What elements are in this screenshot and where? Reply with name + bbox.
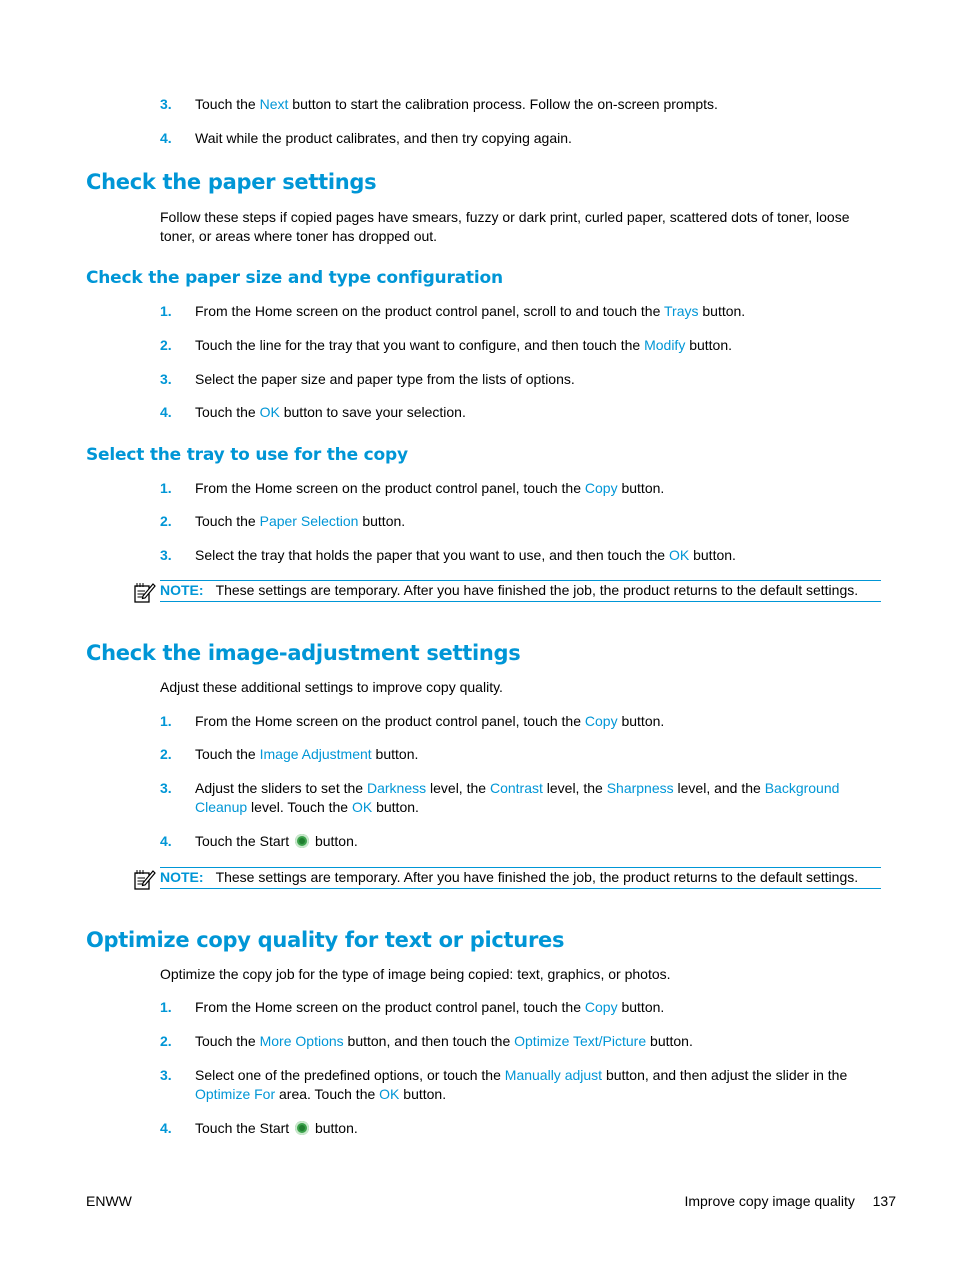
list-item: 2. Touch the More Options button, and then touch the Optimize Text/Picture button. [160,1033,693,1049]
list-item: 4. Touch the Start button. [160,1120,358,1136]
sharpness-setting-ref: Sharpness [606,780,674,796]
step-number: 4. [160,404,172,420]
step-number: 1. [160,713,172,729]
list-item: 1. From the Home screen on the product control panel, touch the Copy button. [160,713,665,729]
trays-button-ref: Trays [664,303,699,319]
optimize-text-picture-button-ref: Optimize Text/Picture [514,1033,647,1049]
step-number: 3. [160,371,172,387]
list-item: 1. From the Home screen on the product control panel, touch the Copy button. [160,480,665,496]
ok-button-ref: OK [668,547,690,563]
section-intro: Follow these steps if copied pages have smears, fuzzy or dark print, curled paper, scattered dots of toner, loose toner, or areas where toner has dropped out. [160,209,850,244]
start-button-icon [295,1121,309,1135]
list-item: 2. Touch the Image Adjustment button. [160,746,419,762]
step-number: 3. [160,780,172,796]
list-item: 3. Touch the Next button to start the calibration process. Follow the on-screen prompts. [160,96,718,112]
page-number: 137 [872,1193,896,1209]
list-item: 2. Touch the Paper Selection button. [160,513,406,529]
list-item: 4. Touch the Start button. [160,833,358,849]
contrast-setting-ref: Contrast [489,780,543,796]
paper-selection-button-ref: Paper Selection [259,513,359,529]
step-number: 3. [160,96,172,112]
copy-button-ref: Copy [584,480,618,496]
section-heading-optimize: Optimize copy quality for text or pictures [86,928,565,952]
subsection-heading-select-tray: Select the tray to use for the copy [86,445,408,465]
footer-right [684,1192,896,1211]
step-number: 2. [160,1033,172,1049]
section-intro: Optimize the copy job for the type of image being copied: text, graphics, or photos. [160,966,671,982]
copy-button-ref: Copy [584,713,618,729]
copy-button-ref: Copy [584,999,618,1015]
ok-button-ref: OK [259,404,280,420]
start-button-icon [295,834,309,848]
footer-left-label: ENWW [86,1193,132,1209]
list-item: 3. Select one of the predefined options, or touch the Manually adjust button, and then adjust the slider in the Optimize For area. Touch the OK button. [160,1067,848,1102]
note-text: These settings are temporary. After you have finished the job, the product returns to the default settings. [215,869,859,885]
list-item: 3. Select the paper size and paper type from the lists of options. [160,371,575,387]
step-number: 1. [160,480,172,496]
note-icon [133,869,157,891]
section-heading-paper-settings: Check the paper settings [86,170,377,194]
step-number: 1. [160,303,172,319]
note-box [160,580,881,602]
ok-button-ref: OK [351,799,373,815]
list-item: 1. From the Home screen on the product control panel, scroll to and touch the Trays button. [160,303,746,319]
image-adjustment-button-ref: Image Adjustment [259,746,372,762]
ok-button-ref: OK [379,1086,400,1102]
list-item: 2. Touch the line for the tray that you want to configure, and then touch the Modify button. [160,337,733,353]
list-item: 4. Touch the OK button to save your selection. [160,404,466,420]
step-number: 4. [160,1120,172,1136]
subsection-heading-size-type: Check the paper size and type configuration [86,268,503,288]
list-item: 1. From the Home screen on the product control panel, touch the Copy button. [160,999,665,1015]
step-number: 2. [160,513,172,529]
manually-adjust-button-ref: Manually adjust [504,1067,603,1083]
optimize-for-area-ref: Optimize For [195,1086,276,1102]
section-heading-image-adjustment: Check the image-adjustment settings [86,641,521,665]
darkness-setting-ref: Darkness [366,780,427,796]
note-text: These settings are temporary. After you have finished the job, the product returns to the default settings. [215,582,859,598]
step-number: 4. [160,130,172,146]
list-item: 3. Select the tray that holds the paper that you want to use, and then touch the OK button. [160,547,736,563]
footer-section-title: Improve copy image quality [684,1193,855,1209]
more-options-button-ref: More Options [259,1033,344,1049]
step-number: 2. [160,746,172,762]
section-intro: Adjust these additional settings to improve copy quality. [160,679,503,695]
modify-button-ref: Modify [644,337,686,353]
list-item: 3. Adjust the sliders to set the Darkness level, the Contrast level, the Sharpness level, and the Background Cleanup level. Touch the OK button. [160,780,840,815]
note-label: NOTE: [160,869,204,885]
next-button-ref: Next [259,96,289,112]
step-number: 3. [160,547,172,563]
note-box [160,867,881,889]
step-number: 2. [160,337,172,353]
step-number: 3. [160,1067,172,1083]
step-number: 1. [160,999,172,1015]
background-cleanup-setting-ref: Background Cleanup [195,780,840,815]
list-item: 4. Wait while the product calibrates, and then try copying again. [160,130,572,146]
note-icon [133,582,157,604]
step-number: 4. [160,833,172,849]
note-label: NOTE: [160,582,204,598]
